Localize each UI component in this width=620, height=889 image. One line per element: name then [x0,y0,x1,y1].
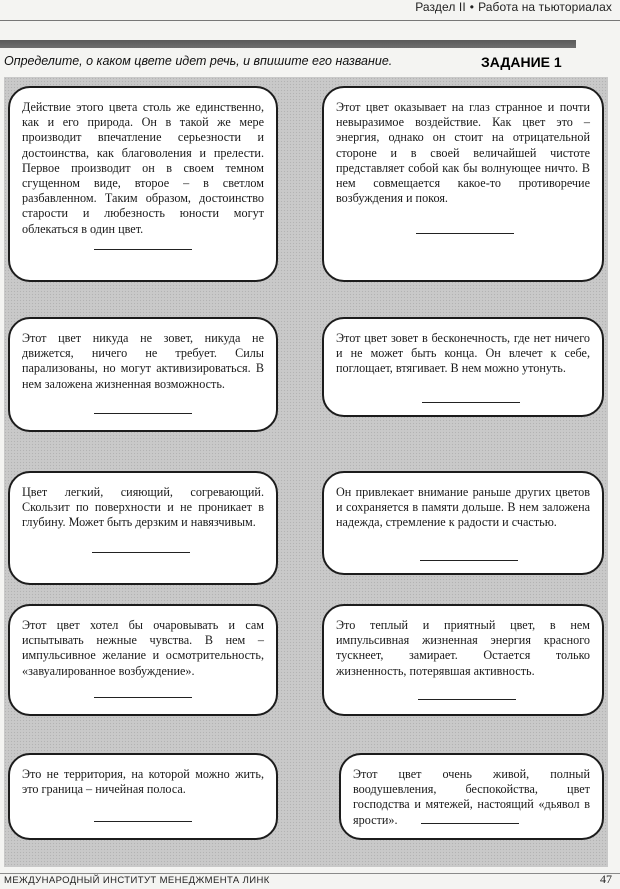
answer-line[interactable] [416,233,514,234]
color-card-2 [322,86,604,282]
color-card-1 [8,86,278,282]
chapter-label: Работа на тьюториалах [478,0,612,14]
page-number: 47 [600,872,612,886]
color-card-6 [322,471,604,575]
color-card-7 [8,604,278,716]
card-text: Цвет легкий, сияющий, согревающий. Скользит по поверхности и не проникает в глубину. Может быть дерзким и навязчивым. [22,485,264,530]
answer-line[interactable] [94,249,192,250]
answer-line[interactable] [94,413,192,414]
header-band [0,40,576,48]
card-text: Этот цвет оказывает на глаз странное и почти невыразимое воздействие. Как цвет это – энергия, однако он стоит на отрицательной стороне и в своей величайшей чистоте представляет собой как бы волнующее ничто. В нем совмещается какое-то противоречие возбуждения и покоя. [336,100,590,206]
card-text: Этот цвет очень живой, полный воодушевления, беспокойства, цвет господства и мятежей, настоящий «дьявол в ярости». [353,767,590,827]
card-text: Он привлекает внимание раньше других цветов и сохраняется в памяти дольше. В нем заложена надежда, стремление к радости и счастью. [336,485,590,530]
answer-line[interactable] [418,699,516,700]
footer-rule [0,873,620,874]
color-card-4 [322,317,604,417]
color-card-5 [8,471,278,585]
cards-panel [4,77,608,867]
header-bullet: • [469,0,475,14]
color-card-9 [8,753,278,840]
header-rule [0,20,620,21]
answer-line[interactable] [92,552,190,553]
answer-line[interactable] [94,821,192,822]
color-card-3 [8,317,278,432]
card-text: Это теплый и приятный цвет, в нем импульсивная жизненная энергия красного тускнеет, замирает. Остается только жизненность, потерявшая активность. [336,618,590,678]
card-text: Действие этого цвета столь же единственно, как и его природа. Он в такой же мере производит впечатление серьезности и достоинства, как благоволения и прелести. Первое производит он в своем темном сгущенном виде, второе – в светлом разбавленном. Таким образом, достоинство старости и любезность юности могут облекаться в один цвет. [22,100,264,236]
card-text: Этот цвет никуда не зовет, никуда не движется, ничего не требует. Силы парализованы, но могут активизироваться. В нем заложена жизненная возможность. [22,331,264,391]
color-card-8 [322,604,604,716]
task-title: ЗАДАНИЕ 1 [481,54,562,70]
color-card-10 [339,753,604,840]
card-text: Этот цвет зовет в бесконечность, где нет ничего и не может быть конца. Он влечет к себе, поглощает, втягивает. В нем можно утонуть. [336,331,590,376]
answer-line[interactable] [422,402,520,403]
answer-line[interactable] [420,560,518,561]
section-label: Раздел II [415,0,466,14]
footer-institute: МЕЖДУНАРОДНЫЙ ИНСТИТУТ МЕНЕДЖМЕНТА ЛИНК [4,875,270,886]
answer-line[interactable] [94,697,192,698]
section-heading [415,0,612,20]
card-text: Этот цвет хотел бы очаровывать и сам испытывать нежные чувства. В нем – импульсивное желание и осмотрительность, «завуалированное возбуждение». [22,618,264,678]
card-text: Это не территория, на которой можно жить, это граница – ничейная полоса. [22,767,264,797]
instruction-text: Определите, о каком цвете идет речь, и впишите его название. [4,54,393,68]
answer-line[interactable] [421,823,519,824]
